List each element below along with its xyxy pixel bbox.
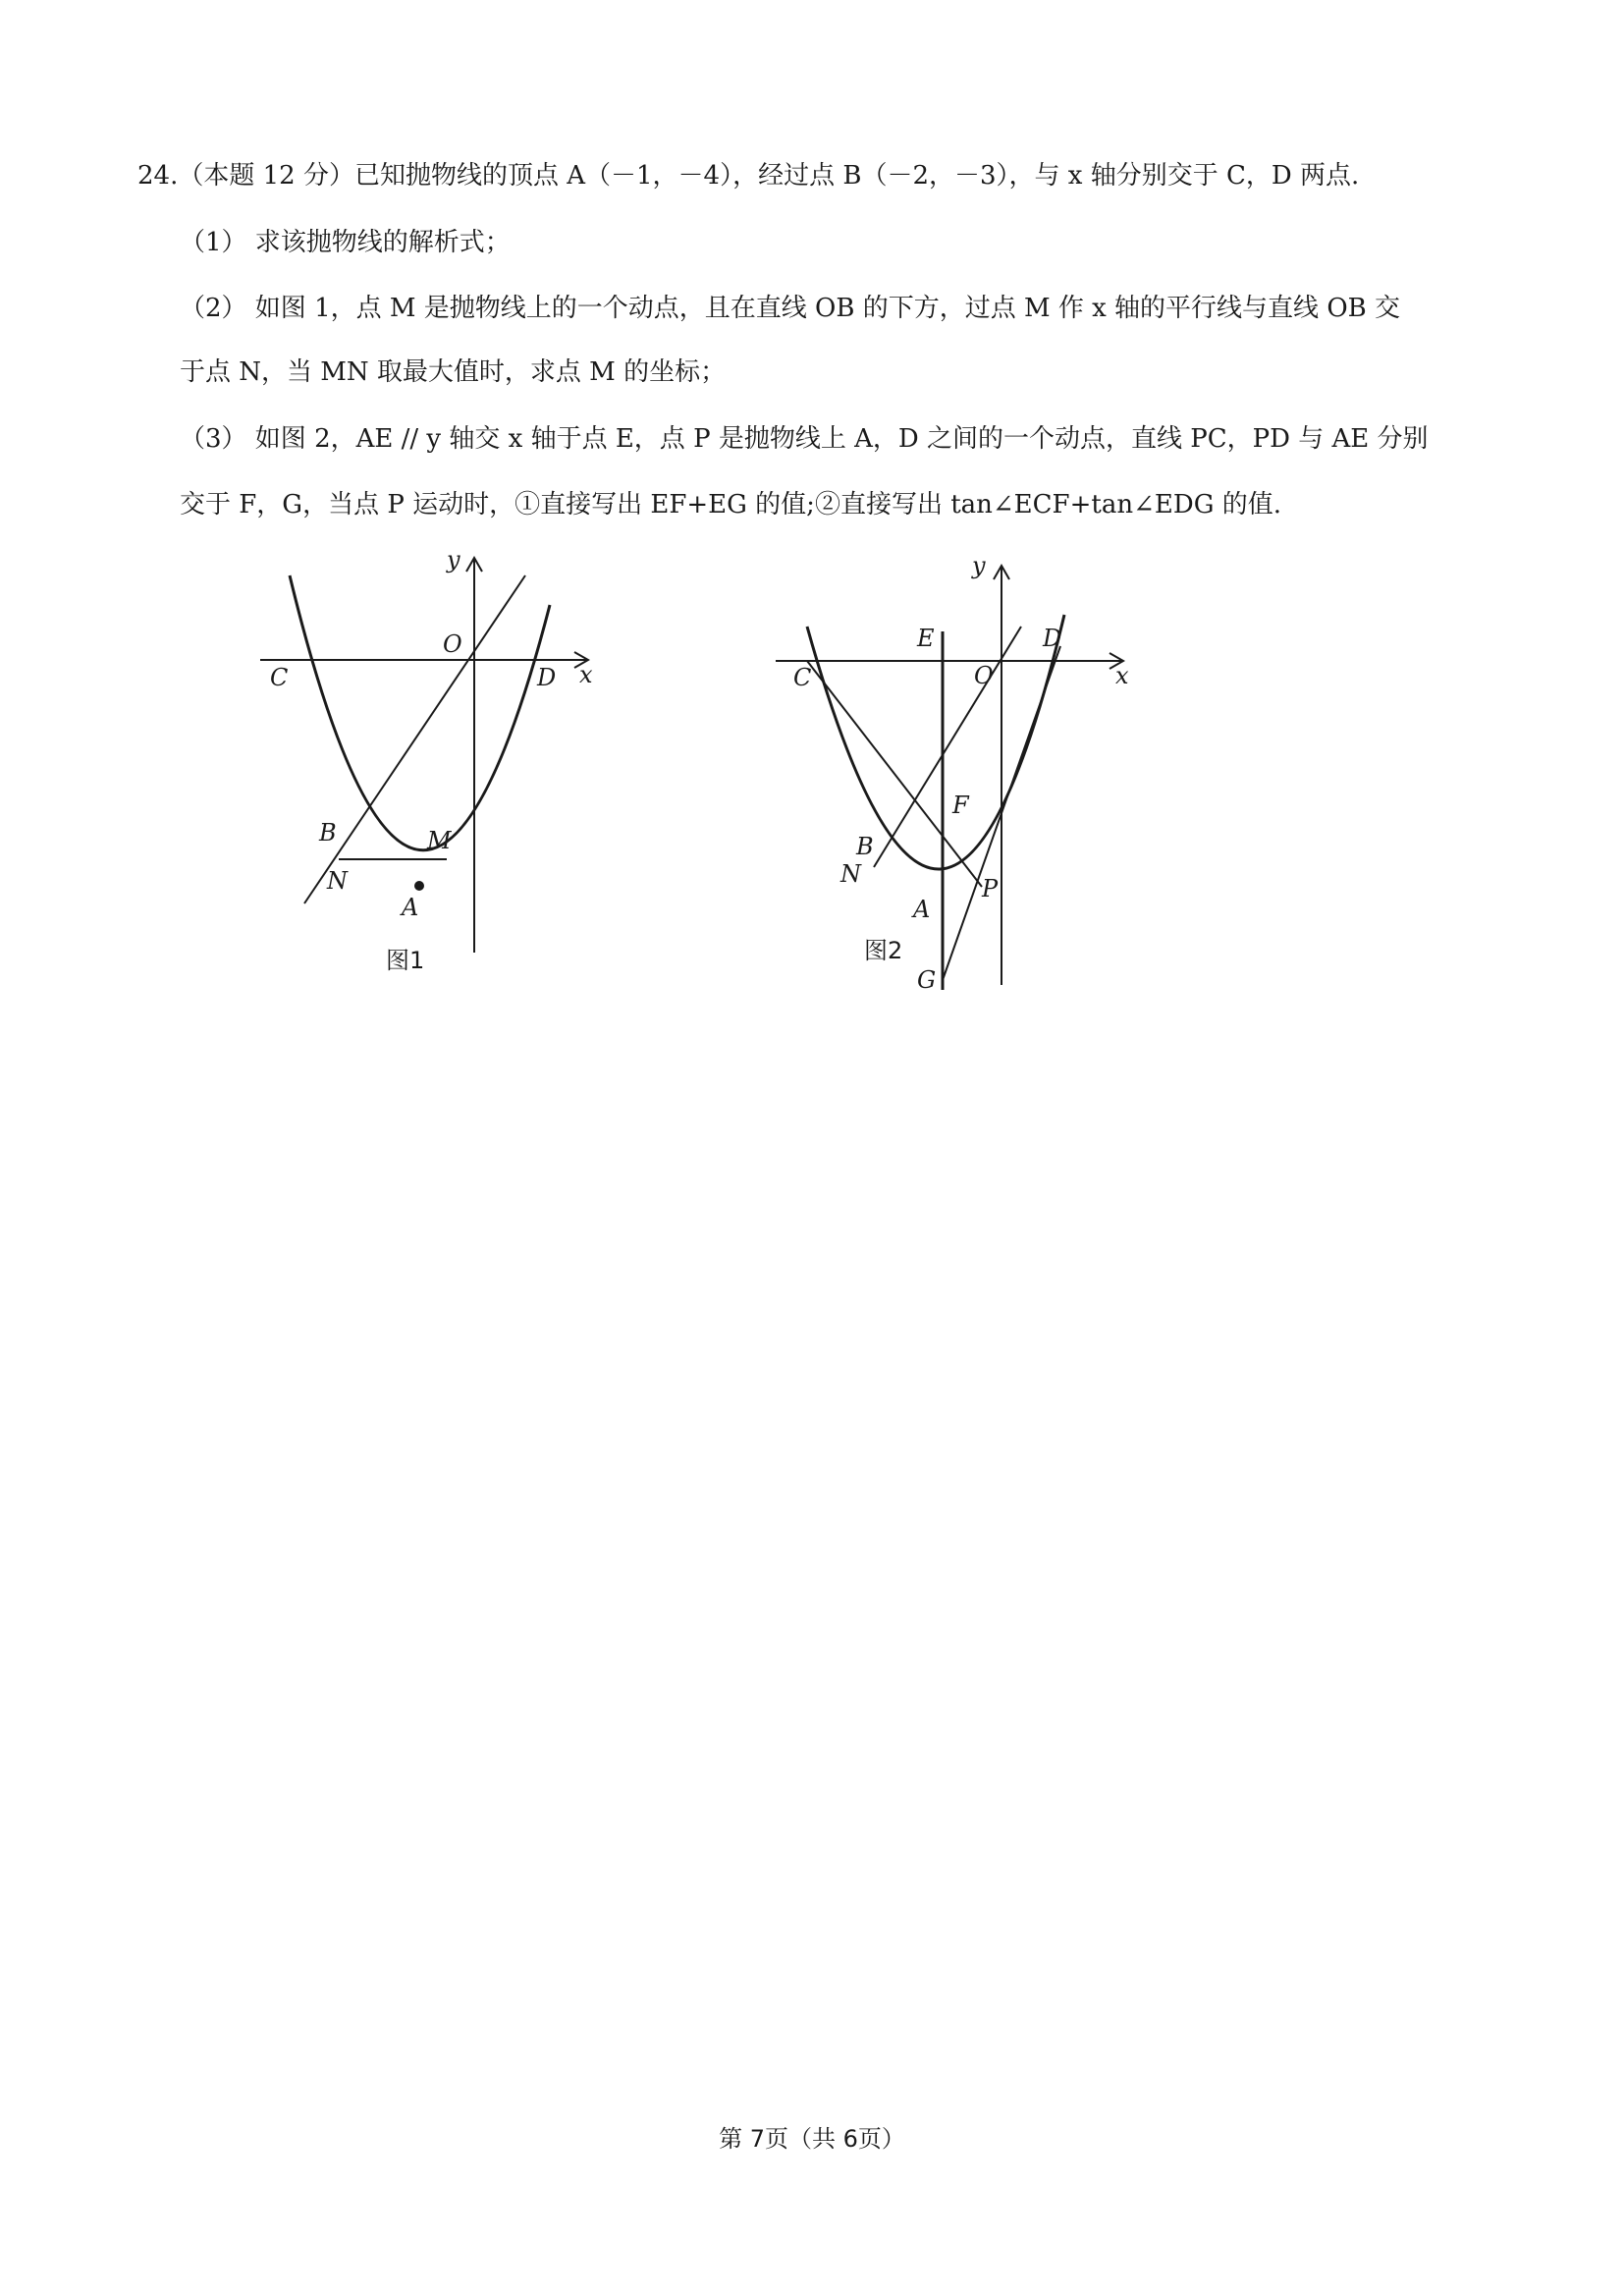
fig1-label-b: B: [319, 819, 337, 847]
page-footer: 第 7页（共 6页）: [719, 2125, 905, 2153]
fig1-parabola: [290, 575, 550, 850]
figure-2-diagram: [766, 548, 1139, 1000]
fig2-label-f: F: [952, 792, 969, 819]
fig1-label-d: D: [537, 664, 557, 691]
figure-2: [766, 548, 1139, 1000]
question-part-2-line-1: （2） 如图 1，点 M 是抛物线上的一个动点，且在直线 OB 的下方，过点 M 作 x 轴的平行线与直线 OB 交: [180, 294, 1401, 323]
fig2-label-o: O: [974, 662, 994, 689]
fig1-label-o: O: [443, 630, 462, 658]
fig2-label-g: G: [917, 966, 937, 994]
question-part-2-line-2: 于点 N，当 MN 取最大值时，求点 M 的坐标；: [180, 357, 727, 387]
fig2-label-a: A: [913, 896, 931, 923]
figure-1: [250, 540, 604, 982]
fig2-label-e: E: [917, 625, 935, 652]
fig2-label-b: B: [856, 833, 874, 860]
fig1-label-n: N: [327, 867, 348, 895]
fig1-label-a: A: [402, 894, 419, 921]
fig1-label-m: M: [427, 827, 452, 854]
figure-1-diagram: [250, 540, 604, 982]
fig2-label-y: y: [972, 552, 986, 579]
fig2-line-ob: [874, 627, 1021, 867]
fig1-label-y: y: [447, 546, 460, 574]
fig2-caption: 图2: [864, 937, 903, 964]
fig1-caption: 图1: [386, 947, 425, 974]
question-part-3-line-2: 交于 F，G，当点 P 运动时，①直接写出 EF+EG 的值;②直接写出 tan∠ECF+tan∠EDG 的值.: [180, 490, 1281, 519]
question-title: 24.（本题 12 分）已知抛物线的顶点 A（－1，－4），经过点 B（－2，－3），与 x 轴分别交于 C，D 两点.: [137, 161, 1360, 191]
fig2-label-d: D: [1043, 625, 1062, 652]
fig2-label-n: N: [840, 860, 861, 888]
fig2-line-pc: [807, 661, 982, 887]
question-part-3-line-1: （3） 如图 2，AE // y 轴交 x 轴于点 E，点 P 是抛物线上 A，D 之间的一个动点，直线 PC，PD 与 AE 分别: [180, 424, 1429, 454]
fig2-label-x: x: [1115, 662, 1129, 689]
fig1-label-c: C: [270, 664, 289, 691]
fig2-label-p: P: [982, 875, 999, 902]
fig1-vertex-point: [414, 881, 424, 891]
question-part-1: （1） 求该抛物线的解析式；: [180, 228, 511, 257]
fig2-label-c: C: [793, 664, 812, 691]
fig1-label-x: x: [579, 661, 593, 688]
